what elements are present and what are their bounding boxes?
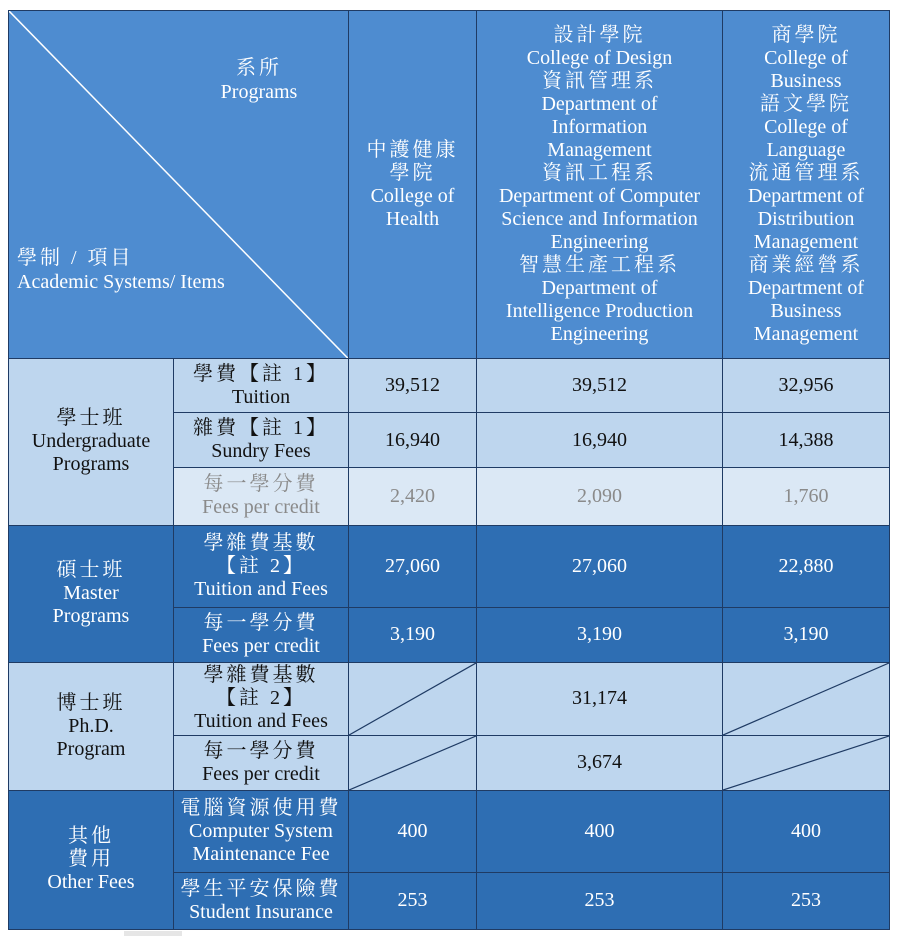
diagonal-slash [349,663,476,735]
header-line: Engineering [550,322,649,345]
label-line: Undergraduate [31,430,151,453]
item-label-en: Fees per credit [202,762,320,785]
item-label-en: Tuition and Fees [194,710,328,733]
header-line: 中護健康 [366,138,459,161]
item-label [174,359,349,413]
item-label [174,525,349,607]
academic-systems-heading-en: Academic Systems/ Items [17,271,225,293]
item-label-zh: 每一學分費 [203,739,319,762]
fee-value: 3,190 [349,607,477,662]
header-line: Distribution [757,207,855,230]
fee-value: 253 [723,872,890,929]
diagonal-slash [349,736,476,790]
scroll-remnant [124,931,182,936]
master-label [9,525,174,662]
header-line: Science and Information [501,207,698,230]
item-label-en: Fees per credit [202,496,320,519]
not-applicable-cell [723,735,890,790]
item-label-en: Fees per credit [202,634,320,657]
item-label-zh: 學費【註 1】 [193,362,329,385]
header-line: College of [764,115,848,138]
programs-heading [199,56,319,104]
fee-value: 32,956 [723,359,890,413]
header-line: 資訊管理系 [542,69,657,92]
phd-label [9,662,174,790]
header-line: Language [766,138,846,161]
fee-value: 3,190 [477,607,723,662]
header-line: 流通管理系 [748,161,864,184]
label-line: 博士班 [56,691,126,714]
label-line: Master [63,582,119,605]
header-line: College of [370,184,455,207]
college-of-design-header [477,11,723,359]
item-label-en: Computer System [189,819,333,842]
fee-value: 400 [477,790,723,872]
item-label [174,607,349,662]
item-label-en: Sundry Fees [211,440,311,463]
phd-tuition-row [9,662,890,735]
item-label-zh: 學生平安保險費 [180,877,342,900]
fee-value: 16,940 [349,413,477,468]
programs-heading-zh: 系所 [236,57,282,79]
fee-value: 253 [349,872,477,929]
item-label-zh: 每一學分費 [203,611,319,634]
fee-value: 22,880 [723,525,890,607]
undergrad-label [9,359,174,525]
item-label-zh: 電腦資源使用費 [180,796,342,819]
item-label-en: Student Insurance [189,900,333,923]
fee-value: 2,090 [477,468,723,525]
header-line: 學院 [389,161,436,184]
label-line: Ph.D. [68,714,114,737]
item-label-zh: 學雜費基數 [203,531,319,554]
other-computer-row [9,790,890,872]
master-tuition-row [9,525,890,607]
corner-header-cell [9,11,349,359]
header-row [9,11,890,359]
item-label [174,468,349,525]
header-line: College of Design [526,46,673,69]
fee-value: 31,174 [477,662,723,735]
header-line: Department of [541,276,658,299]
fee-value: 39,512 [477,359,723,413]
label-line: 其他 [68,825,114,848]
undergrad-tuition-row [9,359,890,413]
header-line: College of [764,46,848,69]
header-line: Management [547,138,652,161]
fee-value: 2,420 [349,468,477,525]
programs-heading-en: Programs [220,81,298,103]
header-line: 資訊工程系 [542,161,657,184]
fee-table [8,10,890,930]
fee-value: 253 [477,872,723,929]
item-label-zh: 雜費【註 1】 [193,417,329,440]
header-line: Business [770,299,842,322]
fee-value: 27,060 [477,525,723,607]
item-label-en: Tuition and Fees [194,577,328,600]
item-label [174,413,349,468]
item-label-en: Maintenance Fee [192,842,330,865]
college-of-health-header [349,11,477,359]
header-line: Business [770,69,842,92]
header-line: Health [385,207,440,230]
diagonal-slash [723,663,889,735]
header-line: Department of [747,184,865,207]
item-label-note: 【註 2】 [216,554,306,577]
header-line: 設計學院 [553,23,646,46]
label-line: 碩士班 [56,559,126,582]
fee-value: 3,190 [723,607,890,662]
item-label [174,662,349,735]
other-fees-label [9,790,174,929]
item-label-en: Tuition [231,385,291,408]
header-line: Engineering [550,230,649,253]
header-line: Information [551,115,648,138]
label-line: Program [56,737,126,760]
fee-value: 3,674 [477,735,723,790]
fee-value: 16,940 [477,413,723,468]
header-line: Department of Computer [498,184,701,207]
fee-value: 39,512 [349,359,477,413]
label-line: Other Fees [47,871,135,894]
label-line: 費用 [68,848,114,871]
item-label-zh: 學雜費基數 [203,664,319,687]
header-line: 語文學院 [760,92,852,115]
label-line: Programs [52,453,130,476]
fee-value: 400 [723,790,890,872]
college-of-business-header [723,11,890,359]
header-line: 商學院 [771,23,841,46]
label-line: 學士班 [56,407,126,430]
fee-value: 400 [349,790,477,872]
header-line: Management [753,322,859,345]
item-label [174,872,349,929]
label-line: Programs [52,605,130,628]
not-applicable-cell [723,662,890,735]
academic-systems-heading-zh: 學制 / 項目 [17,247,134,269]
header-line: 商業經營系 [748,253,864,276]
diagonal-slash [723,736,889,790]
header-line: Department of [541,92,658,115]
header-line: 智慧生產工程系 [519,253,680,276]
academic-systems-heading [17,246,225,294]
item-label-note: 【註 2】 [216,687,306,710]
fee-value: 1,760 [723,468,890,525]
header-line: Department of [747,276,865,299]
not-applicable-cell [349,662,477,735]
item-label [174,735,349,790]
fee-value: 27,060 [349,525,477,607]
item-label-zh: 每一學分費 [203,473,319,496]
header-line: Management [753,230,859,253]
item-label [174,790,349,872]
fee-value: 14,388 [723,413,890,468]
not-applicable-cell [349,735,477,790]
header-line: Intelligence Production [505,299,694,322]
